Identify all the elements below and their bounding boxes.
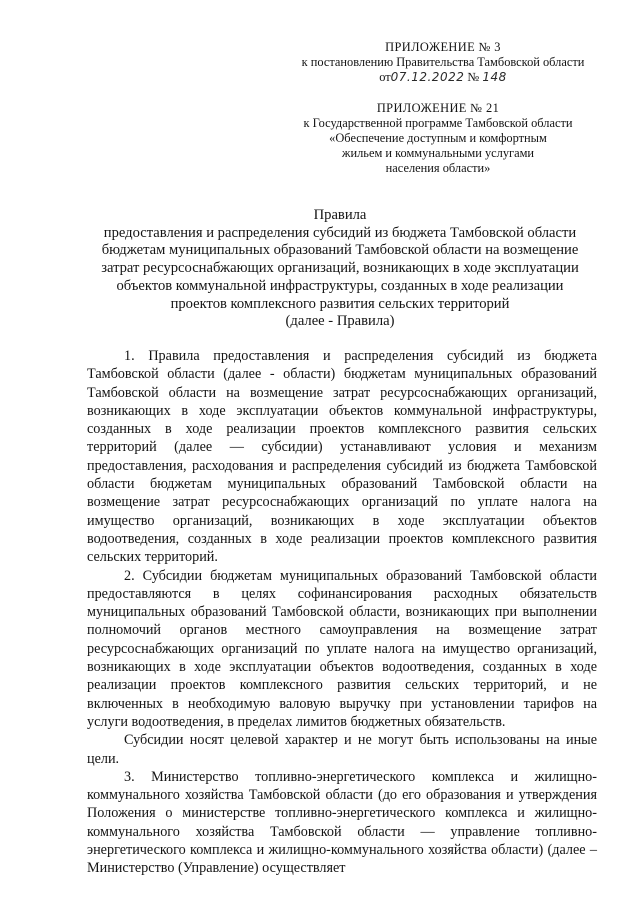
appendix-3-title: ПРИЛОЖЕНИЕ № 3 — [385, 40, 501, 54]
rules-subtitle-line: затрат ресурсоснабжающих организаций, возникающих в ходе эксплуатации — [101, 260, 579, 277]
paragraph-2-note: Субсидии носят целевой характер и не могут быть использованы на иные цели. — [87, 732, 597, 767]
appendix-21-line: к Государственной программе Тамбовской области — [303, 116, 573, 130]
number-prefix: № — [467, 70, 480, 84]
appendix-21-line: населения области» — [385, 161, 491, 175]
appendix-3-header — [294, 40, 592, 85]
rules-title: Правила — [313, 207, 367, 223]
appendix-21-line: жильем и коммунальными услугами — [341, 146, 535, 160]
rules-subtitle-line: (далее - Правила) — [285, 313, 395, 330]
rules-subtitle-line: проектов комплексного развития сельских территорий — [170, 295, 510, 312]
paragraph-3: 3. Министерство топливно-энергетического комплекса и жилищно-коммунального хозяйства Тамбовской области (до его образования и утверждения Положения о министерстве топливно-энергетического комплекса и жилищно-коммунального хозяйства Тамбовской области — управление топливно-энергетического комплекса и жилищно-коммунального хозяйства области) (далее – Министерство (Управление) осуществляет — [87, 768, 597, 877]
appendix-21-line: «Обеспечение доступным и комфортным — [329, 131, 547, 145]
rules-subtitle-line: бюджетам муниципальных образований Тамбовской области на возмещение — [101, 242, 579, 259]
handwritten-date: 07.12.2022 — [390, 70, 465, 84]
document-body — [87, 347, 597, 878]
from-prefix: от — [379, 70, 391, 84]
rules-subtitle-line: объектов коммунальной инфраструктуры, созданных в ходе реализации — [116, 277, 564, 294]
appendix-3-line: к постановлению Правительства Тамбовской области — [301, 55, 585, 69]
handwritten-number: 148 — [482, 70, 507, 84]
paragraph-1: 1. Правила предоставления и распределения субсидий из бюджета Тамбовской области (далее - области) бюджетам муниципальных образований Тамбовской области на возмещение затрат ресурсоснабжающих организаций, возникающих в ходе эксплуатации объектов коммунальной инфраструктуры, созданных в ходе реализации проектов комплексного развития сельских территорий (далее — субсидии) устанавливают условия и механизм предоставления, расходования и распределения субсидий из бюджета Тамбовской области бюджетам муниципальных образований Тамбовской области на возмещение затрат ресурсоснабжающих организаций по уплате налога на имущество организаций, возникающих в ходе эксплуатации объектов водоотведения, созданных в ходе реализации проектов комплексного развития сельских территорий. — [87, 348, 597, 566]
rules-title-block — [80, 207, 600, 331]
rules-subtitle-line: предоставления и распределения субсидий из бюджета Тамбовской области — [103, 224, 577, 241]
appendix-3-date-line — [294, 70, 592, 85]
paragraph-2: 2. Субсидии бюджетам муниципальных образований Тамбовской области предоставляются в целях софинансирования расходных обязательств муниципальных образований Тамбовской области, возникающих при выполнении полномочий органов местного самоуправления на возмещение затрат ресурсоснабжающих организаций по уплате налога на имущество организаций, возникающих в ходе эксплуатации объектов водоотведения, созданных в ходе реализации проектов комплексного развития сельских территорий, и не включенных в необходимую валовую выручку при установлении тарифов на услуги водоотведения, в пределах лимитов бюджетных обязательств. — [87, 567, 597, 730]
appendix-21-title: ПРИЛОЖЕНИЕ № 21 — [376, 101, 500, 115]
appendix-21-header — [284, 101, 592, 176]
